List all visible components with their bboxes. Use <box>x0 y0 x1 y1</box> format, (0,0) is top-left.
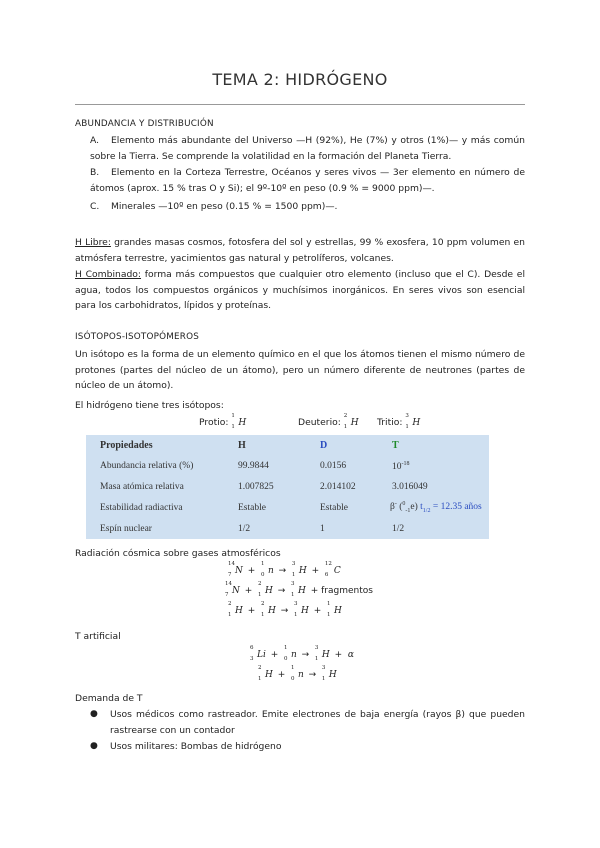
section-heading-abundancia: ABUNDANCIA Y DISTRIBUCIÓN <box>75 119 214 129</box>
paragraph-isotopo-definition: Un isótopo es la forma de un elemento químico en el que los átomos tienen el mismo número de protones (partes del núcleo de un átomo), pero un número diferente de neutrones (partes de núcleo de un átomo). <box>75 349 525 391</box>
table-header-cell: T <box>392 439 399 451</box>
bullet-dot-icon: ● <box>90 709 98 719</box>
table-cell: 0.0156 <box>320 461 347 472</box>
table-row <box>86 518 489 539</box>
heading-demanda-t: Demanda de T <box>75 693 143 704</box>
h-combinado-text: forma más compuestos que cualquier otro elemento (incluso que el C). Desde el agua, todos los compuestos orgánicos y muchísimos inorgánicos. En seres vivos son esencial para los carbohidratos, lípidos y proteínas. <box>75 269 526 311</box>
table-cell: 1/2 <box>392 523 405 534</box>
list-item-label: C. <box>90 201 100 212</box>
h-combinado-label: H Combinado: <box>75 269 142 280</box>
heading-t-artificial: T artificial <box>75 631 121 642</box>
list-item-text: Elemento más abundante del Universo —H (92%), He (7%) y otros (1%)— y más común sobre la Tierra. Se comprende la volatilidad en la formación del Planeta Tierra. <box>90 135 525 162</box>
deuterio-symbol: 2 1 H <box>343 413 359 430</box>
section-heading-isotopos: ISÓTOPOS-ISOTOPÓMEROS <box>75 332 199 342</box>
table-row <box>86 497 489 518</box>
list-item-label: A. <box>90 135 100 146</box>
table-header-cell: D <box>320 439 328 451</box>
paragraph-h-libre <box>75 235 525 266</box>
table-cell: Estable <box>320 502 348 513</box>
bullet-item: ● Usos militares: Bombas de hidrógeno <box>90 739 525 755</box>
table-cell: 1.007825 <box>238 481 274 492</box>
tritio-label: Tritio: 3 1 H <box>377 413 421 430</box>
list-item-b <box>90 165 525 196</box>
h-libre-label: H Libre: <box>75 237 111 248</box>
list-item-text: Elemento en la Corteza Terrestre, Océanos y seres vivos — 3er elemento en número de átomos (aprox. 15 % tras O y Si); el 9º-10º en peso (0.9 % = 9000 ppm)—. <box>90 167 525 194</box>
table-header-cell: Propiedades <box>100 439 153 451</box>
list-item-a <box>90 133 525 164</box>
table-header-row <box>86 435 489 456</box>
table-cell: Espín nuclear <box>100 523 152 534</box>
table-cell: Estabilidad radiactiva <box>100 502 183 513</box>
reaction-4: 6 3 Li + 1 0 n → 3 1 H + α <box>250 645 354 662</box>
table-cell: β- ($^0_{-1}$e) $t_{1/2} = 12.35$ años <box>390 501 482 515</box>
protio-symbol: 1 1 H <box>231 413 247 430</box>
title-divider <box>75 104 525 105</box>
bullet-dot-icon: ● <box>90 741 98 751</box>
table-row <box>86 477 489 498</box>
paragraph-isotopes-intro: El hidrógeno tiene tres isótopos: <box>75 400 224 411</box>
h-libre-text: grandes masas cosmos, fotosfera del sol y estrellas, 99 % exosfera, 10 ppm volumen en atmósfera terrestre, yacimientos gas natural y petrolíferos, volcanes. <box>75 237 526 264</box>
list-item-text: Minerales —10º en peso (0.15 % = 1500 ppm)—. <box>111 201 338 212</box>
bullet-item: ● Usos médicos como rastreador. Emite electrones de baja energía (rayos β) que pueden rastrearse con un contador <box>90 709 525 736</box>
list-item-label: B. <box>90 167 100 178</box>
list-item-c <box>90 199 525 215</box>
table-cell: 1/2 <box>238 523 251 534</box>
reaction-3: 2 1 H + 2 1 H → 3 1 H + 1 1 H <box>228 601 342 618</box>
table-cell: 3.016049 <box>392 481 428 492</box>
deuterio-label: Deuterio: 2 1 H <box>298 413 359 430</box>
reaction-2: 14 7 N + 2 1 H → 3 1 H + fragmentos <box>225 581 373 598</box>
table-row <box>86 456 489 477</box>
protio-label: Protio: 1 1 H <box>199 413 247 430</box>
paragraph-h-combinado <box>75 267 525 314</box>
page-title: TEMA 2: HIDRÓGENO <box>212 70 388 89</box>
table-cell: 1 <box>320 523 325 534</box>
reaction-5: 2 1 H + 1 0 n → 3 1 H <box>258 665 337 682</box>
table-cell: 2.014102 <box>320 481 356 492</box>
table-header-cell: H <box>238 439 246 451</box>
heading-radiacion-cosmica: Radiación cósmica sobre gases atmosféricos <box>75 548 281 559</box>
table-cell: Masa atómica relativa <box>100 481 184 492</box>
table-cell: $10^{-18}$ <box>392 460 410 472</box>
table-cell: 99.9844 <box>238 461 269 472</box>
reaction-1: 14 7 N + 1 0 n → 3 1 H + 12 6 C <box>228 561 341 578</box>
table-cell: Estable <box>238 502 266 513</box>
table-cell: Abundancia relativa (%) <box>100 461 194 472</box>
isotope-properties-table <box>86 435 489 539</box>
tritio-symbol: 3 1 H <box>405 413 421 430</box>
